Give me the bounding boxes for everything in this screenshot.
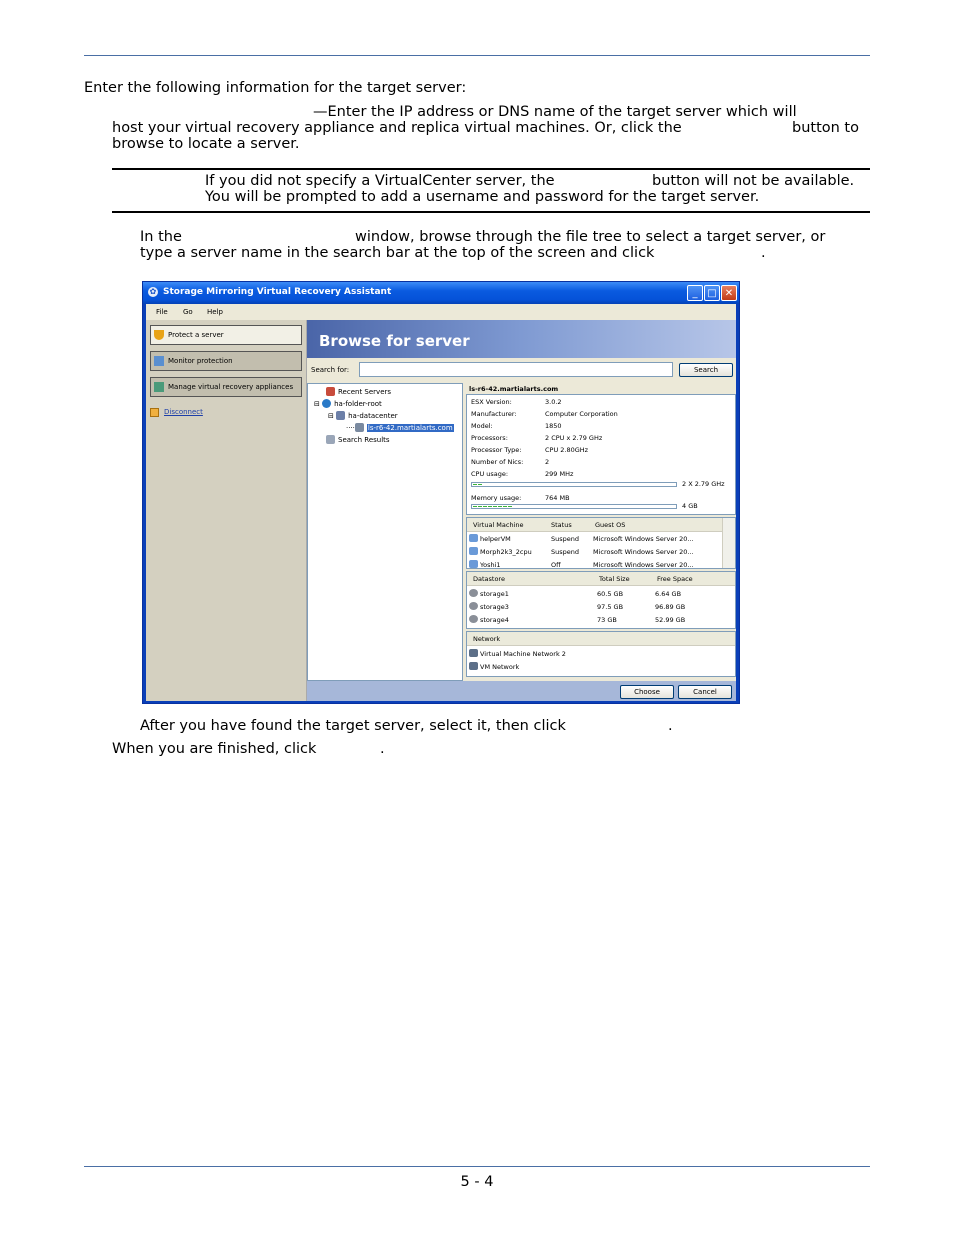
shield-icon [154, 330, 164, 340]
vm-os: Microsoft Windows Server 20... [593, 535, 694, 543]
net-col-name[interactable]: Network [473, 635, 501, 643]
intro-text: Enter the following information for the target server: [84, 80, 467, 96]
vm-os: Microsoft Windows Server 20... [593, 561, 694, 569]
step1-line-1b: window, browse through the file tree to select a target server, or [355, 229, 826, 245]
spec-value: 1850 [545, 422, 562, 430]
tree-item-datacenter[interactable]: ⊟ ha-datacenter [328, 412, 398, 420]
monitor-icon [154, 356, 164, 366]
vm-icon [469, 534, 478, 542]
tree-label-recent: Recent Servers [338, 388, 392, 396]
disconnect-icon [150, 408, 159, 417]
appliance-icon [154, 382, 164, 392]
vm-col-name[interactable]: Virtual Machine [473, 521, 524, 529]
spec-key: Manufacturer: [471, 410, 517, 418]
disk-icon [469, 602, 478, 610]
memory-usage-bar [471, 504, 677, 509]
server-icon [355, 423, 364, 432]
memory-label: Memory usage: [471, 494, 522, 502]
footer-rule [84, 1166, 870, 1167]
spec-key: Processors: [471, 434, 508, 442]
vm-icon [469, 547, 478, 555]
network-list-header [467, 632, 735, 646]
spec-key: ESX Version: [471, 398, 512, 406]
spec-key: Processor Type: [471, 446, 522, 454]
page-banner [307, 320, 736, 358]
cancel-button[interactable]: Cancel [678, 685, 732, 699]
left-nav-pane [146, 320, 307, 701]
table-row[interactable] [469, 602, 509, 611]
spec-key: CPU usage: [471, 470, 509, 478]
menu-help[interactable]: Help [207, 308, 223, 316]
table-row[interactable] [469, 534, 511, 543]
step2-text-b: . [668, 718, 673, 734]
note-line-1a: If you did not specify a VirtualCenter server, the [205, 173, 555, 189]
tree-label-folder-root: ha-folder-root [334, 400, 382, 408]
note-line-2: You will be prompted to add a username and password for the target server. [205, 189, 760, 205]
table-row[interactable] [469, 547, 532, 556]
nav-monitor-protection[interactable] [150, 351, 302, 371]
browse-panel [307, 358, 736, 701]
tree-label-datacenter: ha-datacenter [348, 412, 398, 420]
header-rule [84, 55, 870, 56]
vm-os: Microsoft Windows Server 20... [593, 548, 694, 556]
nav-protect-label: Protect a server [168, 331, 224, 339]
datacenter-icon [336, 411, 345, 420]
ds-free: 52.99 GB [655, 616, 686, 624]
search-button[interactable]: Search [679, 363, 733, 377]
vm-status: Suspend [551, 548, 580, 556]
network-name: VM Network [480, 663, 520, 671]
vm-status: Suspend [551, 535, 580, 543]
vm-status: Off [551, 561, 561, 569]
vm-list-scrollbar[interactable] [722, 518, 735, 568]
title-bar [143, 282, 739, 304]
bullet-line-2: host your virtual recovery appliance and replica virtual machines. Or, click the [112, 120, 682, 136]
spec-key: Number of Nics: [471, 458, 524, 466]
bullet-line-1: —Enter the IP address or DNS name of the target server which will [313, 104, 797, 120]
page-number: 5 - 4 [460, 1174, 494, 1190]
maximize-button[interactable]: □ [704, 285, 720, 301]
nav-manage-label: Manage virtual recovery appliances [168, 383, 294, 391]
menu-file[interactable]: File [156, 308, 168, 316]
ds-free: 6.64 GB [655, 590, 682, 598]
disconnect-label: Disconnect [164, 408, 203, 416]
spec-value: 2 [545, 458, 550, 466]
network-icon [469, 649, 478, 657]
server-tree [307, 383, 463, 681]
step1-line-2b: . [761, 245, 766, 261]
tree-item-recent-servers[interactable] [326, 387, 391, 396]
recent-servers-icon [326, 387, 335, 396]
nav-protect-server[interactable] [150, 325, 302, 345]
vm-list-header [467, 518, 735, 532]
server-details [466, 383, 736, 681]
memory-value: 764 MB [545, 494, 570, 502]
menu-bar [146, 304, 736, 320]
vm-col-guest-os[interactable]: Guest OS [595, 521, 626, 529]
finish-text-a: When you are finished, click [112, 741, 317, 757]
vm-col-status[interactable]: Status [551, 521, 572, 529]
spec-value: 299 MHz [545, 470, 574, 478]
spec-key: Model: [471, 422, 493, 430]
network-icon [469, 662, 478, 670]
tree-item-host[interactable]: ···· ls-r6-42.martialarts.com [346, 424, 453, 432]
bullet-line-3: browse to locate a server. [112, 136, 300, 152]
specs-box [466, 394, 736, 515]
search-label: Search for: [311, 366, 350, 374]
spec-value: 2 CPU x 2.79 GHz [545, 434, 603, 442]
ds-total: 73 GB [597, 616, 617, 624]
ds-col-total[interactable]: Total Size [599, 575, 630, 583]
step1-line-2a: type a server name in the search bar at the top of the screen and click [140, 245, 655, 261]
spec-value: CPU 2.80GHz [545, 446, 589, 454]
window-title: Storage Mirroring Virtual Recovery Assistant [163, 287, 392, 297]
tree-label-search-results: Search Results [338, 436, 390, 444]
choose-button[interactable]: Choose [620, 685, 674, 699]
note-line-1b: button will not be available. [652, 173, 855, 189]
vm-name: helperVM [480, 535, 511, 543]
globe-icon [322, 399, 331, 408]
app-icon: ✿ [149, 287, 157, 296]
tree-label-host: ls-r6-42.martialarts.com [367, 424, 453, 432]
banner-title: Browse for server [319, 332, 470, 350]
step2-text-a: After you have found the target server, select it, then click [140, 718, 566, 734]
ds-name: storage1 [480, 590, 509, 598]
finish-text-b: . [380, 741, 385, 757]
vm-name: Morph2k3_2cpu [480, 548, 532, 556]
table-row[interactable] [469, 589, 509, 598]
table-row[interactable] [469, 615, 509, 624]
host-name: ls-r6-42.martialarts.com [469, 385, 559, 393]
disk-icon [469, 615, 478, 623]
network-name: Virtual Machine Network 2 [480, 650, 566, 658]
tree-item-search-results[interactable] [326, 435, 390, 444]
search-input[interactable] [359, 362, 673, 377]
bullet-line-2b: button to [792, 120, 859, 136]
cpu-bar-label: 2 X 2.79 GHz [682, 480, 725, 488]
ds-name: storage4 [480, 616, 509, 624]
ds-col-name[interactable]: Datastore [473, 575, 505, 583]
note-bottom-rule [112, 211, 870, 213]
note-top-rule [112, 168, 870, 170]
network-list [466, 631, 736, 677]
nav-manage-appliances[interactable] [150, 377, 302, 397]
table-row[interactable] [469, 560, 501, 569]
dialog-footer [307, 681, 736, 701]
ds-free: 96.89 GB [655, 603, 686, 611]
search-results-icon [326, 435, 335, 444]
step1-line-1a: In the [140, 229, 182, 245]
ds-total: 60.5 GB [597, 590, 624, 598]
vm-list [466, 517, 736, 569]
disk-icon [469, 589, 478, 597]
spec-value: 3.0.2 [545, 398, 562, 406]
disconnect-link[interactable] [150, 408, 203, 416]
memory-usage-fill [473, 506, 512, 507]
minimize-button[interactable]: _ [687, 285, 703, 301]
nav-monitor-label: Monitor protection [168, 357, 233, 365]
vm-name: Yoshi1 [480, 561, 501, 569]
cpu-usage-fill [473, 484, 483, 485]
tree-item-folder-root[interactable]: ⊟ ha-folder-root [314, 400, 382, 408]
list-item[interactable] [469, 662, 519, 671]
vm-icon [469, 560, 478, 568]
close-button[interactable]: ✕ [721, 285, 737, 301]
spec-value: Computer Corporation [545, 410, 618, 418]
memory-bar-label: 4 GB [682, 502, 698, 510]
datastore-list-header [467, 572, 735, 586]
ds-col-free[interactable]: Free Space [657, 575, 693, 583]
ds-total: 97.5 GB [597, 603, 624, 611]
window-client [146, 304, 736, 701]
datastore-list [466, 571, 736, 629]
list-item[interactable] [469, 649, 566, 658]
ds-name: storage3 [480, 603, 509, 611]
menu-go[interactable]: Go [183, 308, 193, 316]
app-window [142, 281, 740, 704]
cpu-usage-bar [471, 482, 677, 487]
